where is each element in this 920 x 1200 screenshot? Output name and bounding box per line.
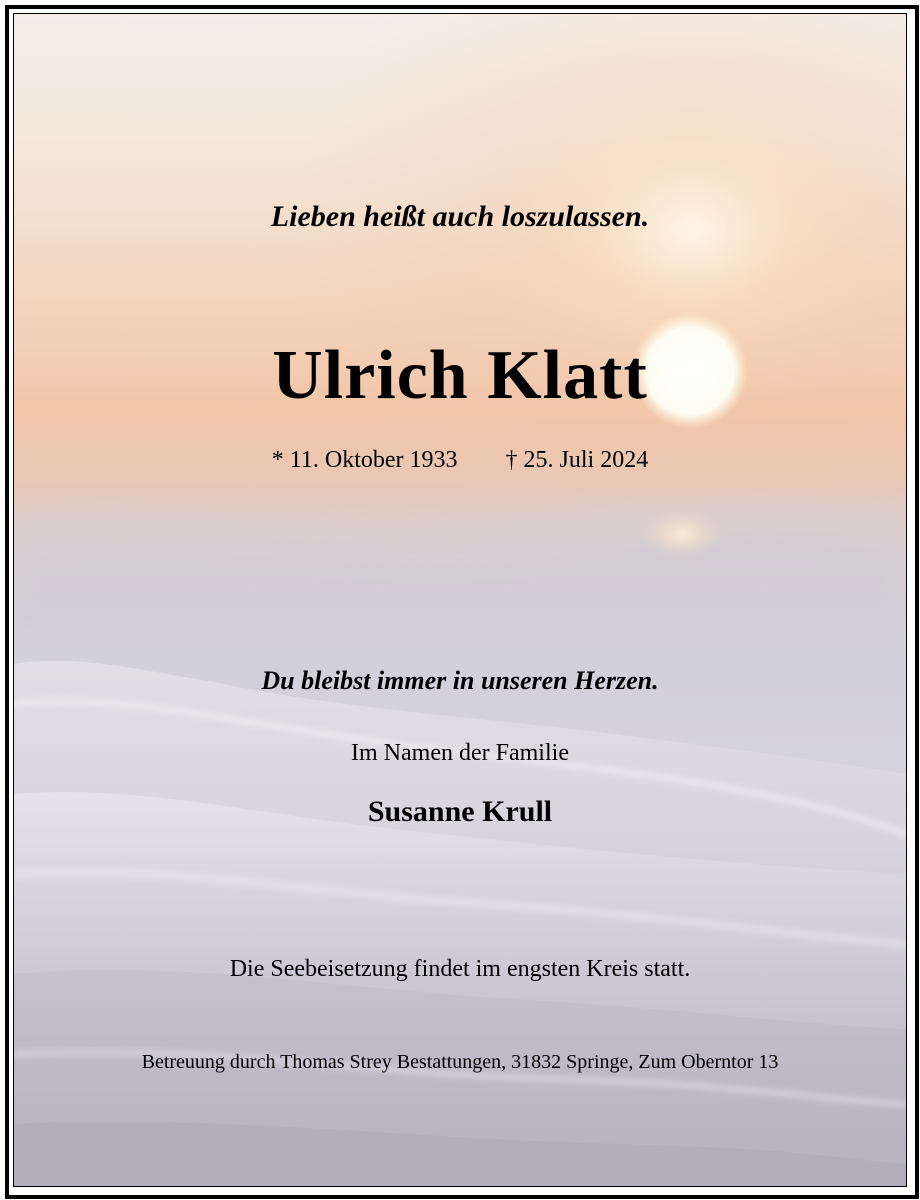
death-date: † 25. Juli 2024 xyxy=(505,447,649,473)
life-dates xyxy=(14,447,906,474)
ceremony-note: Die Seebeisetzung findet im engsten Kreis statt. xyxy=(229,956,691,982)
birth-date: * 11. Oktober 1933 xyxy=(271,447,458,473)
family-line: Im Namen der Familie xyxy=(351,740,569,766)
inner-frame xyxy=(13,13,907,1187)
deceased-name: Ulrich Klatt xyxy=(272,337,648,414)
sunset-sea-background xyxy=(14,14,906,1186)
undertaker-note: Betreuung durch Thomas Strey Bestattungen, 31832 Springe, Zum Oberntor 13 xyxy=(141,1051,779,1073)
signer-name: Susanne Krull xyxy=(367,795,553,828)
motto-text: Lieben heißt auch loszulassen. xyxy=(270,200,650,233)
remembrance-text: Du bleibst immer in unseren Herzen. xyxy=(261,666,659,695)
